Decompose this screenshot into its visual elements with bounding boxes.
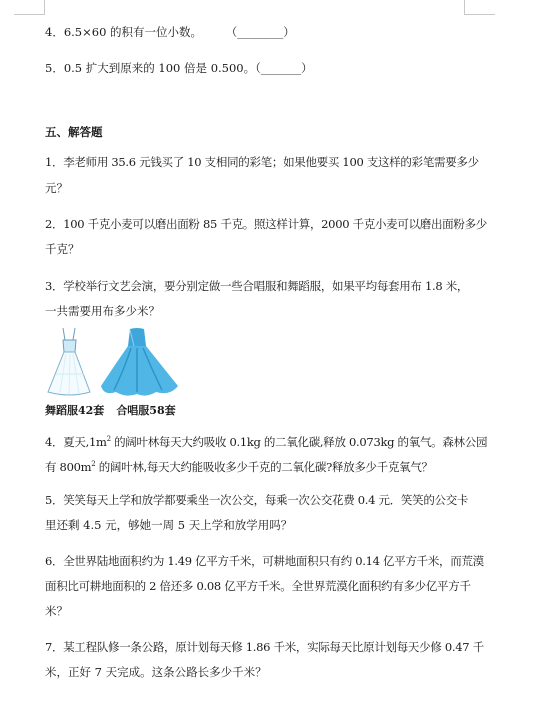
superscript: 2 [106,435,111,443]
caption-dance-costume: 舞蹈服42套 [45,404,105,417]
problem-7-line-2: 米，正好 7 天完成。这条公路长多少千米？ [45,665,267,679]
caption-chorus-costume: 合唱服58套 [116,404,176,417]
problem-3-line-2: 一共需要用布多少米？ [45,304,160,318]
crop-mark-right-horizontal [464,14,495,15]
crop-mark-left-horizontal [14,14,45,15]
question-text: 0.5 扩大到原来的 100 倍是 0.500。 [63,61,256,75]
crop-mark-left-vertical [44,0,45,14]
problem-4-line-1 [45,433,518,449]
question-5-judge [45,62,518,75]
problem-2-line-2: 千克？ [45,242,80,256]
problem-6-line-2: 面积比可耕地面积的 2 倍还多 0.08 亿平方千米。全世界荒漠化面积约有多少亿平方千 [45,579,471,593]
superscript: 2 [91,460,96,468]
text-segment: 的阔叶林,每天大约能吸收多少千克的二氧化碳?释放多少千克氧气？ [95,460,433,474]
chorus-dress-icon [100,326,180,398]
problem-1-line-2: 元？ [45,181,68,195]
problem-6-line-1: 6．全世界陆地面积约为 1.49 亿平方千米，可耕地面积只有约 0.14 亿平方千米，而荒漠 [45,554,484,568]
problem-3-line-1: 3．学校举行文艺会演，要分别定做一些合唱服和舞蹈服，如果平均每套用布 1.8 米， [45,279,469,293]
text-segment: 有 800m [45,460,92,474]
problem-2-line-1: 2．100 千克小麦可以磨出面粉 85 千克。照这样计算，2000 千克小麦可以磨出面粉多少 [45,217,487,231]
problem-5-line-1: 5．笑笑每天上学和放学都要乘坐一次公交，每乘一次公交花费 0.4 元．笑笑的公交卡 [45,493,469,507]
question-4-judge [45,26,518,39]
problem-4-line-2 [45,458,518,474]
problem-7-line-1: 7．某工程队修一条公路，原计划每天修 1.86 千米，实际每天比原计划每天少修 0.47 千 [45,640,484,654]
problem-1-line-1: 1．李老师用 35.6 元钱买了 10 支相同的彩笔；如果他要买 100 支这样的彩笔需要多少 [45,155,479,169]
answer-blank[interactable]: （_______） [255,61,313,75]
costume-illustration [46,326,176,398]
text-segment: 4．夏天,1m [45,435,107,449]
text-segment: 的阔叶林每天大约吸收 0.1kg 的二氧化碳,释放 0.073kg 的氧气。森林公园 [110,435,488,449]
question-text: 6.5×60 的积有一位小数。 [63,25,203,39]
problem-6-line-3: 米？ [45,604,68,618]
illustration-captions [45,402,188,418]
section-heading: 五、解答题 [45,125,103,139]
question-number: 4． [45,25,64,39]
problem-5-line-2: 里还剩 4.5 元，够她一周 5 天上学和放学用吗？ [45,518,293,532]
question-number: 5． [45,61,64,75]
answer-blank[interactable]: （________） [225,25,295,39]
crop-mark-right-vertical [464,0,465,14]
